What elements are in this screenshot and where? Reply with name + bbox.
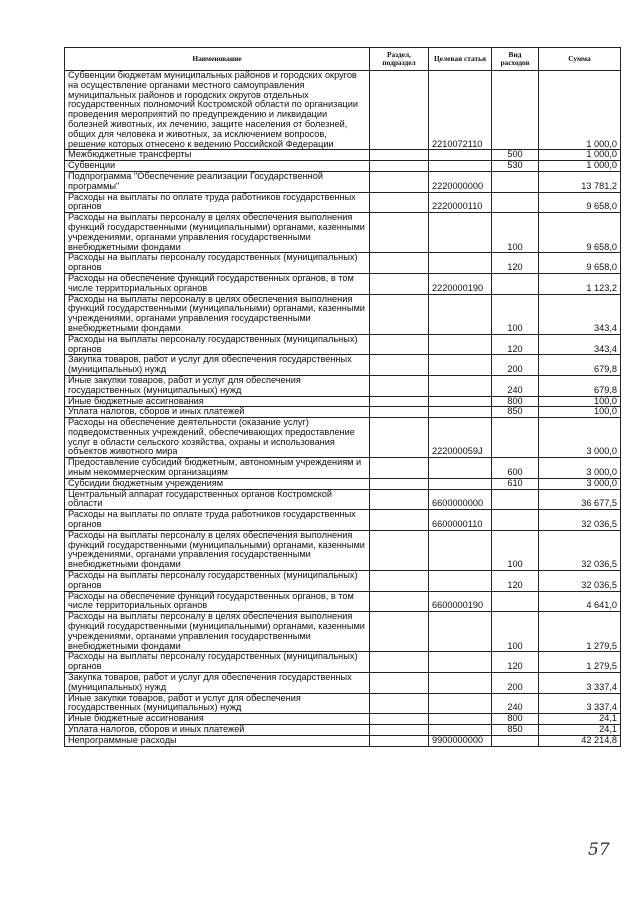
table-row: [65, 735, 621, 746]
cell-name: Субвенции бюджетам муниципальных районов и городских округов на осуществление органами местного самоуправления муниципальных районов и городских округов отдельных государственных полномочий Костромской области по организации проведения мероприятий по предупреждению и ликвидации болезней животных, их лечению, защите населения от болезней, общих для человека и животных, за исключением вопросов, решение которых отнесено к ведению Российской Федерации: [65, 71, 370, 150]
cell-target: [429, 253, 492, 274]
cell-section: [370, 571, 429, 592]
cell-type: 100: [492, 530, 539, 570]
header-name: Наименование: [65, 48, 370, 71]
cell-target: [429, 478, 492, 489]
table-row: [65, 418, 621, 458]
table-row: [65, 612, 621, 652]
cell-sum: 343,4: [539, 334, 621, 355]
cell-type: 850: [492, 725, 539, 736]
cell-name: Иные закупки товаров, работ и услуг для обеспечения государственных (муниципальных) нужд: [65, 693, 370, 714]
cell-section: [370, 294, 429, 334]
cell-name: Непрограммные расходы: [65, 735, 370, 746]
cell-target: [429, 161, 492, 172]
cell-name: Субсидии бюджетным учреждениям: [65, 478, 370, 489]
cell-sum: 679,8: [539, 355, 621, 376]
cell-sum: 100,0: [539, 396, 621, 407]
cell-sum: 3 000,0: [539, 418, 621, 458]
cell-section: [370, 693, 429, 714]
cell-type: [492, 192, 539, 213]
cell-sum: 9 658,0: [539, 253, 621, 274]
cell-type: [492, 418, 539, 458]
header-sum: Сумма: [539, 48, 621, 71]
header-type: Вид расходов: [492, 48, 539, 71]
cell-section: [370, 71, 429, 150]
table-row: [65, 478, 621, 489]
cell-sum: 24,1: [539, 714, 621, 725]
cell-name: Подпрограмма "Обеспечение реализации Государственной программы": [65, 171, 370, 192]
cell-name: Иные закупки товаров, работ и услуг для обеспечения государственных (муниципальных) нужд: [65, 375, 370, 396]
cell-section: [370, 673, 429, 694]
cell-type: [492, 489, 539, 510]
cell-sum: 1 279,5: [539, 652, 621, 673]
cell-type: 800: [492, 396, 539, 407]
cell-name: Уплата налогов, сборов и иных платежей: [65, 407, 370, 418]
table-row: [65, 530, 621, 570]
table-row: [65, 458, 621, 479]
cell-type: 120: [492, 652, 539, 673]
cell-section: [370, 591, 429, 612]
cell-sum: 24,1: [539, 725, 621, 736]
cell-sum: 343,4: [539, 294, 621, 334]
table-row: [65, 294, 621, 334]
table-row: [65, 213, 621, 253]
cell-section: [370, 418, 429, 458]
cell-name: Субвенции: [65, 161, 370, 172]
cell-target: [429, 673, 492, 694]
cell-type: 850: [492, 407, 539, 418]
cell-target: [429, 714, 492, 725]
cell-type: 100: [492, 612, 539, 652]
cell-sum: 32 036,5: [539, 530, 621, 570]
cell-target: [429, 375, 492, 396]
cell-type: 120: [492, 571, 539, 592]
table-row: [65, 714, 621, 725]
cell-target: [429, 571, 492, 592]
cell-type: 120: [492, 253, 539, 274]
cell-type: [492, 273, 539, 294]
table-row: [65, 71, 621, 150]
cell-sum: 1 279,5: [539, 612, 621, 652]
cell-name: Расходы на выплаты персоналу в целях обеспечения выполнения функций государственными (муниципальными) органами, казенными учреждениями, органами управления государственными внебюджетными фондами: [65, 294, 370, 334]
cell-sum: 36 677,5: [539, 489, 621, 510]
table-row: [65, 725, 621, 736]
cell-type: [492, 735, 539, 746]
cell-sum: 9 658,0: [539, 192, 621, 213]
cell-name: Центральный аппарат государственных органов Костромской области: [65, 489, 370, 510]
cell-name: Расходы на выплаты персоналу государственных (муниципальных) органов: [65, 253, 370, 274]
cell-section: [370, 213, 429, 253]
cell-type: [492, 591, 539, 612]
header-section: Раздел, подраздел: [370, 48, 429, 71]
cell-name: Расходы на обеспечение функций государственных органов, в том числе территориальных органов: [65, 273, 370, 294]
cell-target: [429, 294, 492, 334]
budget-table: [64, 47, 621, 747]
table-body: [65, 71, 621, 747]
table-row: [65, 407, 621, 418]
cell-section: [370, 253, 429, 274]
table-row: [65, 652, 621, 673]
cell-target: [429, 150, 492, 161]
cell-section: [370, 612, 429, 652]
cell-name: Расходы на выплаты персоналу государственных (муниципальных) органов: [65, 652, 370, 673]
cell-sum: 1 000,0: [539, 161, 621, 172]
table-row: [65, 150, 621, 161]
cell-target: 2220000110: [429, 192, 492, 213]
cell-section: [370, 334, 429, 355]
cell-target: 9900000000: [429, 735, 492, 746]
cell-name: Межбюджетные трансферты: [65, 150, 370, 161]
table-row: [65, 273, 621, 294]
cell-section: [370, 735, 429, 746]
cell-name: Расходы на обеспечение деятельности (оказание услуг) подведомственных учреждений, обеспечивающих предоставление услуг в области сельского хозяйства, охраны и использования объектов животного мира: [65, 418, 370, 458]
cell-section: [370, 530, 429, 570]
cell-name: Закупка товаров, работ и услуг для обеспечения государственных (муниципальных) нужд: [65, 355, 370, 376]
cell-section: [370, 161, 429, 172]
cell-target: 6600000000: [429, 489, 492, 510]
cell-section: [370, 407, 429, 418]
cell-sum: 13 781,2: [539, 171, 621, 192]
cell-section: [370, 355, 429, 376]
cell-sum: 42 214,8: [539, 735, 621, 746]
cell-type: 610: [492, 478, 539, 489]
cell-target: 2220000000: [429, 171, 492, 192]
cell-name: Расходы на выплаты персоналу в целях обеспечения выполнения функций государственными (муниципальными) органами, казенными учреждениями, органами управления государственными внебюджетными фондами: [65, 213, 370, 253]
cell-sum: 1 123,2: [539, 273, 621, 294]
cell-target: [429, 355, 492, 376]
cell-type: 100: [492, 294, 539, 334]
budget-sheet: [64, 47, 620, 747]
cell-section: [370, 510, 429, 531]
cell-section: [370, 273, 429, 294]
table-row: [65, 591, 621, 612]
table-row: [65, 253, 621, 274]
cell-name: Уплата налогов, сборов и иных платежей: [65, 725, 370, 736]
table-row: [65, 693, 621, 714]
cell-sum: 32 036,5: [539, 510, 621, 531]
cell-target: [429, 693, 492, 714]
cell-type: 530: [492, 161, 539, 172]
cell-sum: 4 641,0: [539, 591, 621, 612]
table-row: [65, 396, 621, 407]
table-row: [65, 673, 621, 694]
cell-sum: 3 337,4: [539, 673, 621, 694]
table-row: [65, 334, 621, 355]
cell-target: 222000059J: [429, 418, 492, 458]
cell-section: [370, 652, 429, 673]
cell-target: [429, 530, 492, 570]
cell-type: 600: [492, 458, 539, 479]
table-header-row: [65, 48, 621, 71]
cell-target: 2220000190: [429, 273, 492, 294]
cell-section: [370, 725, 429, 736]
cell-type: 200: [492, 673, 539, 694]
cell-section: [370, 478, 429, 489]
cell-name: Расходы на выплаты персоналу государственных (муниципальных) органов: [65, 334, 370, 355]
cell-name: Иные бюджетные ассигнования: [65, 396, 370, 407]
table-row: [65, 161, 621, 172]
cell-type: 120: [492, 334, 539, 355]
cell-sum: 9 658,0: [539, 213, 621, 253]
table-row: [65, 571, 621, 592]
cell-target: 6600000110: [429, 510, 492, 531]
header-target: Целевая статья: [429, 48, 492, 71]
cell-section: [370, 375, 429, 396]
cell-target: [429, 334, 492, 355]
cell-target: [429, 213, 492, 253]
cell-target: [429, 458, 492, 479]
cell-sum: 679,8: [539, 375, 621, 396]
cell-sum: 1 000,0: [539, 150, 621, 161]
cell-target: [429, 652, 492, 673]
cell-section: [370, 714, 429, 725]
cell-name: Расходы на выплаты персоналу в целях обеспечения выполнения функций государственными (муниципальными) органами, казенными учреждениями, органами управления государственными внебюджетными фондами: [65, 530, 370, 570]
cell-name: Расходы на выплаты персоналу в целях обеспечения выполнения функций государственными (муниципальными) органами, казенными учреждениями, органами управления государственными внебюджетными фондами: [65, 612, 370, 652]
cell-type: [492, 71, 539, 150]
cell-type: 800: [492, 714, 539, 725]
cell-sum: 3 000,0: [539, 478, 621, 489]
cell-name: Предоставление субсидий бюджетным, автономным учреждениям и иным некоммерческим организациям: [65, 458, 370, 479]
table-row: [65, 510, 621, 531]
cell-section: [370, 396, 429, 407]
cell-target: [429, 396, 492, 407]
cell-sum: 32 036,5: [539, 571, 621, 592]
cell-name: Расходы на выплаты по оплате труда работников государственных органов: [65, 510, 370, 531]
cell-section: [370, 150, 429, 161]
cell-target: 6600000190: [429, 591, 492, 612]
cell-sum: 1 000,0: [539, 71, 621, 150]
table-row: [65, 192, 621, 213]
cell-name: Расходы на выплаты персоналу государственных (муниципальных) органов: [65, 571, 370, 592]
cell-target: [429, 725, 492, 736]
cell-target: [429, 612, 492, 652]
cell-sum: 3 337,4: [539, 693, 621, 714]
table-row: [65, 355, 621, 376]
table-row: [65, 171, 621, 192]
cell-target: 2210072110: [429, 71, 492, 150]
cell-section: [370, 458, 429, 479]
cell-name: Закупка товаров, работ и услуг для обеспечения государственных (муниципальных) нужд: [65, 673, 370, 694]
table-row: [65, 375, 621, 396]
cell-target: [429, 407, 492, 418]
page-number: 57: [588, 840, 610, 860]
cell-section: [370, 192, 429, 213]
cell-type: [492, 510, 539, 531]
cell-type: 240: [492, 693, 539, 714]
cell-name: Расходы на обеспечение функций государственных органов, в том числе территориальных органов: [65, 591, 370, 612]
cell-type: 100: [492, 213, 539, 253]
cell-sum: 3 000,0: [539, 458, 621, 479]
cell-name: Иные бюджетные ассигнования: [65, 714, 370, 725]
cell-type: 240: [492, 375, 539, 396]
cell-type: 500: [492, 150, 539, 161]
cell-type: 200: [492, 355, 539, 376]
table-row: [65, 489, 621, 510]
cell-type: [492, 171, 539, 192]
cell-sum: 100,0: [539, 407, 621, 418]
cell-section: [370, 171, 429, 192]
cell-name: Расходы на выплаты по оплате труда работников государственных органов: [65, 192, 370, 213]
cell-section: [370, 489, 429, 510]
